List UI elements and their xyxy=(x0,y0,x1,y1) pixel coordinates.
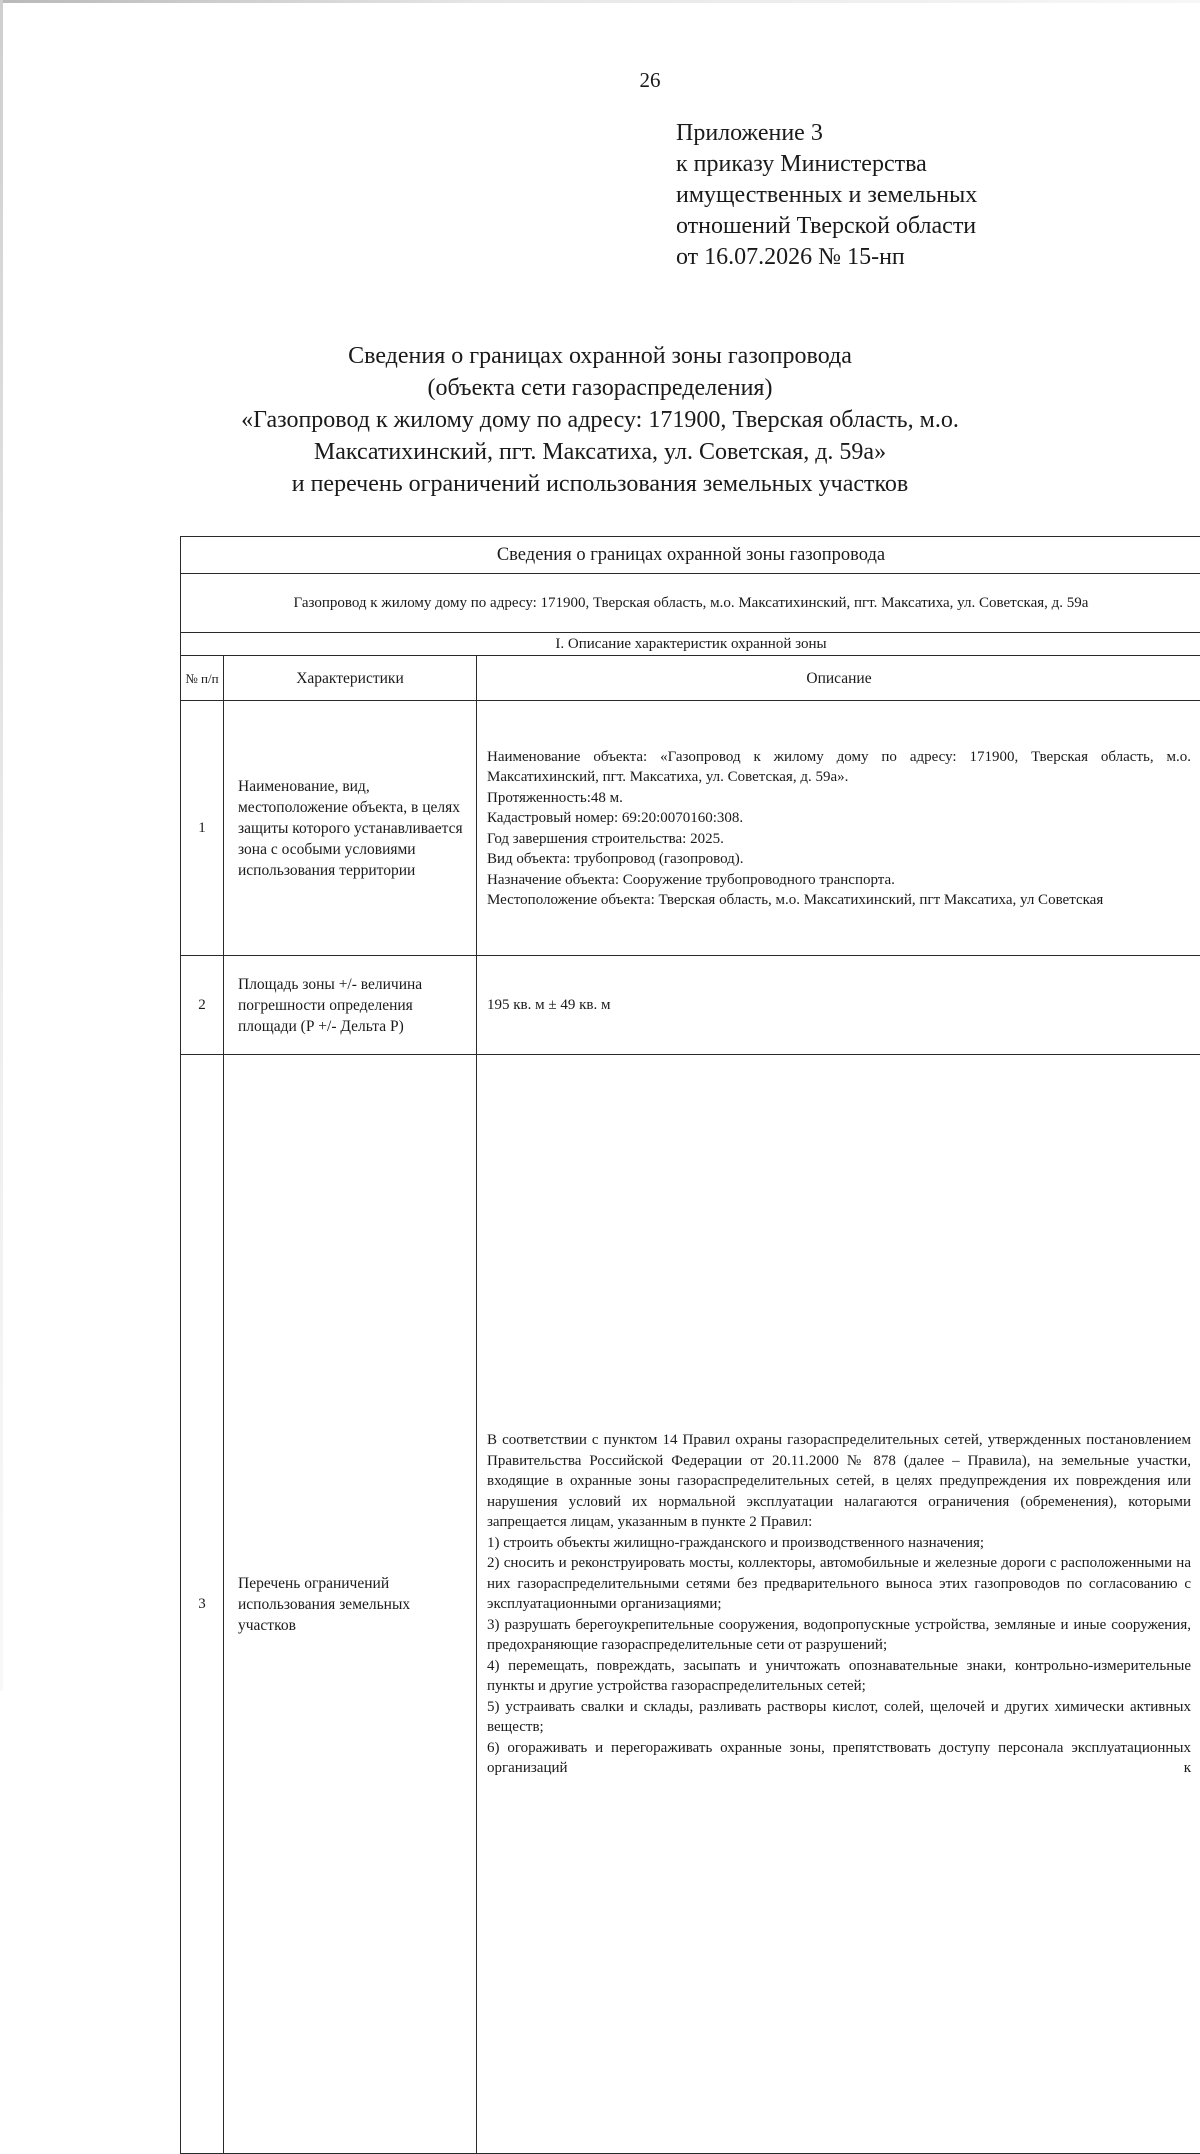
protection-zone-table xyxy=(180,536,1200,2154)
appendix-line: к приказу Министерства xyxy=(676,149,977,180)
description-paragraph: 195 кв. м ± 49 кв. м xyxy=(487,995,1191,1016)
row-characteristic: Наименование, вид, местоположение объекта, в целях защиты которого устанавливается зона с особыми условиями использования территории xyxy=(224,701,477,956)
description-paragraph: Местоположение объекта: Тверская область, м.о. Максатихинский, пгт Максатиха, ул Советская xyxy=(487,890,1191,911)
description-paragraph: 5) устраивать свалки и склады, разливать растворы кислот, солей, щелочей и других химически активных веществ; xyxy=(487,1697,1191,1738)
object-name-row: Газопровод к жилому дому по адресу: 171900, Тверская область, м.о. Максатихинский, пгт. Максатиха, ул. Советская, д. 59а xyxy=(181,574,1200,633)
title-line: Максатихинский, пгт. Максатиха, ул. Советская, д. 59а» xyxy=(150,436,1050,468)
row-characteristic: Перечень ограничений использования земельных участков xyxy=(224,1055,477,2154)
description-paragraph: Протяженность:48 м. xyxy=(487,788,1191,809)
appendix-line: от 16.07.2026 № 15-нп xyxy=(676,242,977,273)
description-paragraph: 6) огораживать и перегораживать охранные зоны, препятствовать доступу персонала эксплуатационных организаций к xyxy=(487,1738,1191,1779)
table-header: Сведения о границах охранной зоны газопровода xyxy=(181,537,1200,574)
document-title xyxy=(150,340,1050,500)
appendix-block xyxy=(676,118,977,273)
column-header-description: Описание xyxy=(477,656,1200,701)
row-description xyxy=(477,1055,1200,2154)
description-paragraph: 1) строить объекты жилищно-гражданского и производственного назначения; xyxy=(487,1533,1191,1554)
row-description xyxy=(477,701,1200,956)
title-line: и перечень ограничений использования земельных участков xyxy=(150,468,1050,500)
page-number: 26 xyxy=(0,68,1200,93)
description-paragraph: 4) перемещать, повреждать, засыпать и уничтожать опознавательные знаки, контрольно-измерительные пункты и другие устройства газораспределительных сетей; xyxy=(487,1656,1191,1697)
table-row xyxy=(181,956,1200,1055)
row-characteristic: Площадь зоны +/- величина погрешности определения площади (Р +/- Дельта Р) xyxy=(224,956,477,1055)
appendix-line: имущественных и земельных xyxy=(676,180,977,211)
description-paragraph: В соответствии с пунктом 14 Правил охраны газораспределительных сетей, утвержденных постановлением Правительства Российской Федерации от 20.11.2000 № 878 (далее – Правила), на земельные участки, входящие в охранные зоны газораспределительных сетей, в целях предупреждения их повреждения или нарушения условий их нормальной эксплуатации налагаются ограничения (обременения), которыми запрещается лицам, указанным в пункте 2 Правил: xyxy=(487,1430,1191,1533)
description-paragraph: Наименование объекта: «Газопровод к жилому дому по адресу: 171900, Тверская область, м.о. Максатихинский, пгт. Максатиха, ул. Советская, д. 59а». xyxy=(487,747,1191,788)
row-number: 3 xyxy=(181,1055,224,2154)
table-row xyxy=(181,1055,1200,2154)
appendix-line: Приложение 3 xyxy=(676,118,977,149)
scan-edge-top xyxy=(0,0,1200,3)
column-header-characteristic: Характеристики xyxy=(224,656,477,701)
title-line: (объекта сети газораспределения) xyxy=(150,372,1050,404)
description-paragraph: 3) разрушать берегоукрепительные сооружения, водопропускные устройства, земляные и иные сооружения, предохраняющие газораспределительные сети от разрушений; xyxy=(487,1615,1191,1656)
description-paragraph: 2) сносить и реконструировать мосты, коллекторы, автомобильные и железные дороги с расположенными на них газораспределительными сетями без предварительного выноса этих газопроводов по согласованию с эксплуатационными организациями; xyxy=(487,1553,1191,1615)
row-description xyxy=(477,956,1200,1055)
description-paragraph: Назначение объекта: Сооружение трубопроводного транспорта. xyxy=(487,870,1191,891)
section-heading: I. Описание характеристик охранной зоны xyxy=(181,633,1200,656)
title-line: «Газопровод к жилому дому по адресу: 171900, Тверская область, м.о. xyxy=(150,404,1050,436)
appendix-line: отношений Тверской области xyxy=(676,211,977,242)
row-number: 1 xyxy=(181,701,224,956)
description-paragraph: Вид объекта: трубопровод (газопровод). xyxy=(487,849,1191,870)
column-header-num: № п/п xyxy=(181,656,224,701)
table-row xyxy=(181,701,1200,956)
title-line: Сведения о границах охранной зоны газопровода xyxy=(150,340,1050,372)
description-paragraph: Год завершения строительства: 2025. xyxy=(487,829,1191,850)
row-number: 2 xyxy=(181,956,224,1055)
scan-edge-left xyxy=(0,0,3,1691)
description-paragraph: Кадастровый номер: 69:20:0070160:308. xyxy=(487,808,1191,829)
